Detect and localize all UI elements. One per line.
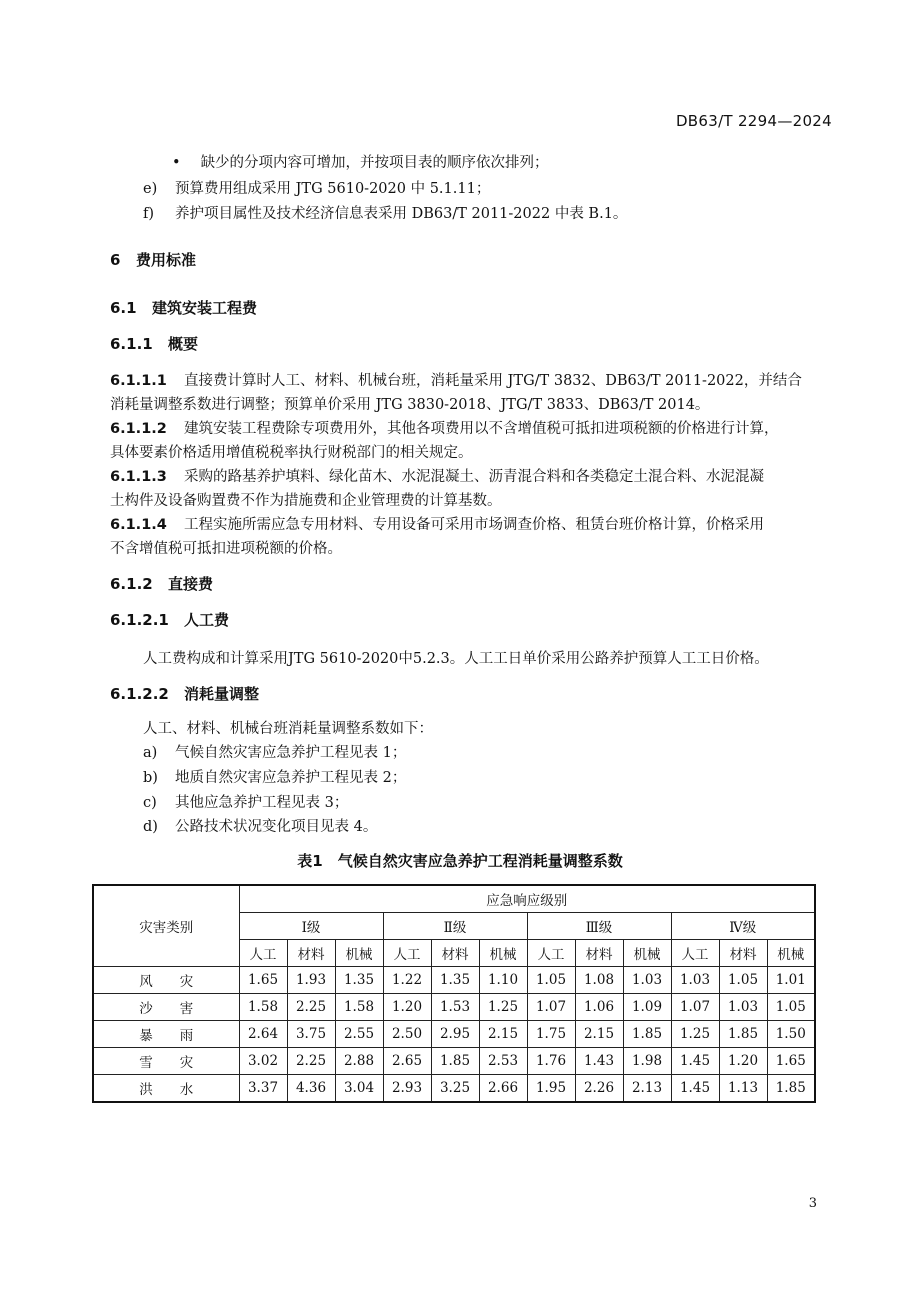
document-code: DB63/T 2294—2024 xyxy=(675,112,832,130)
section-title: 人工费 xyxy=(184,611,230,629)
table-cell: 1.09 xyxy=(623,994,671,1021)
row-label: 风 灾 xyxy=(93,967,239,994)
header-level-2: Ⅱ级 xyxy=(383,913,527,940)
table-row xyxy=(93,994,815,1021)
list-marker: e) xyxy=(143,181,158,197)
table-cell: 1.98 xyxy=(623,1048,671,1075)
section-6-1-2-2-heading xyxy=(110,683,259,704)
list-item-c xyxy=(143,791,348,812)
subheader-cell: 机械 xyxy=(623,940,671,967)
table-cell: 2.65 xyxy=(383,1048,431,1075)
table-cell: 3.25 xyxy=(431,1075,479,1103)
bullet-item xyxy=(172,151,549,172)
table-cell: 2.55 xyxy=(335,1021,383,1048)
section-6-1-1-heading xyxy=(110,333,198,354)
list-item-f xyxy=(143,202,627,223)
table-cell: 1.20 xyxy=(719,1048,767,1075)
para-6-1-1-2-line1 xyxy=(110,417,779,438)
header-level-1: Ⅰ级 xyxy=(239,913,383,940)
clause-number: 6.1.1.4 xyxy=(110,517,167,533)
table-cell: 1.25 xyxy=(479,994,527,1021)
list-item-e xyxy=(143,177,490,198)
section-title: 消耗量调整 xyxy=(184,685,260,703)
table-row xyxy=(93,1048,815,1075)
table-cell: 1.05 xyxy=(527,967,575,994)
row-label: 沙 害 xyxy=(93,994,239,1021)
row-label: 暴 雨 xyxy=(93,1021,239,1048)
table-cell: 2.88 xyxy=(335,1048,383,1075)
subheader-cell: 人工 xyxy=(671,940,719,967)
table-cell: 1.45 xyxy=(671,1075,719,1103)
table-cell: 2.53 xyxy=(479,1048,527,1075)
table-cell: 1.10 xyxy=(479,967,527,994)
table-cell: 1.75 xyxy=(527,1021,575,1048)
list-text: 地质自然灾害应急养护工程见表 2； xyxy=(175,770,407,786)
para-6-1-1-3-line1 xyxy=(110,465,764,486)
subheader-cell: 机械 xyxy=(479,940,527,967)
list-item-b xyxy=(143,766,406,787)
section-number: 6.1.1 xyxy=(110,335,153,353)
table-cell: 1.35 xyxy=(335,967,383,994)
header-level-4: Ⅳ级 xyxy=(671,913,815,940)
subheader-cell: 材料 xyxy=(431,940,479,967)
section-number: 6.1.2 xyxy=(110,575,153,593)
list-marker: c) xyxy=(143,795,157,811)
list-text: 养护项目属性及技术经济信息表采用 DB63/T 2011-2022 中表 B.1。 xyxy=(175,206,628,222)
clause-number: 6.1.1.1 xyxy=(110,373,167,389)
table-cell: 1.65 xyxy=(767,1048,815,1075)
table-cell: 1.85 xyxy=(623,1021,671,1048)
section-number: 6.1 xyxy=(110,299,137,317)
section-number: 6.1.2.1 xyxy=(110,611,169,629)
table-cell: 2.13 xyxy=(623,1075,671,1103)
subheader-cell: 人工 xyxy=(383,940,431,967)
table-cell: 2.50 xyxy=(383,1021,431,1048)
table-cell: 1.07 xyxy=(671,994,719,1021)
table-row xyxy=(93,1075,815,1103)
table-cell: 1.08 xyxy=(575,967,623,994)
para-6-1-1-4-line1 xyxy=(110,513,764,534)
table-cell: 1.03 xyxy=(719,994,767,1021)
table-cell: 1.45 xyxy=(671,1048,719,1075)
table-cell: 1.53 xyxy=(431,994,479,1021)
table-cell: 1.85 xyxy=(431,1048,479,1075)
table-cell: 1.76 xyxy=(527,1048,575,1075)
table-row xyxy=(93,967,815,994)
list-text: 其他应急养护工程见表 3； xyxy=(175,795,349,811)
table-cell: 1.43 xyxy=(575,1048,623,1075)
header-disaster-type: 灾害类别 xyxy=(93,885,239,967)
section-title: 概要 xyxy=(168,335,199,353)
bullet-text: 缺少的分项内容可增加，并按项目表的顺序依次排列； xyxy=(200,155,549,171)
table-cell: 1.22 xyxy=(383,967,431,994)
clause-text: 直接费计算时人工、材料、机械台班，消耗量采用 JTG/T 3832、DB63/T 2011-2022，并结合 xyxy=(184,373,802,389)
table-cell: 1.13 xyxy=(719,1075,767,1103)
list-marker: a) xyxy=(143,745,158,761)
table-cell: 2.66 xyxy=(479,1075,527,1103)
clause-text: 工程实施所需应急专用材料、专用设备可采用市场调查价格、租赁台班价格计算，价格采用 xyxy=(184,517,764,533)
para-6-1-1-1-line2: 消耗量调整系数进行调整；预算单价采用 JTG 3830-2018、JTG/T 3833、DB63/T 2014。 xyxy=(110,397,710,413)
bullet-dot: • xyxy=(172,155,181,171)
table-cell: 1.25 xyxy=(671,1021,719,1048)
table-cell: 3.75 xyxy=(287,1021,335,1048)
table-cell: 1.85 xyxy=(719,1021,767,1048)
section-title: 直接费 xyxy=(168,575,214,593)
table-row xyxy=(93,1021,815,1048)
table-cell: 2.25 xyxy=(287,994,335,1021)
list-marker: b) xyxy=(143,770,158,786)
list-text: 气候自然灾害应急养护工程见表 1； xyxy=(175,745,407,761)
list-marker: d) xyxy=(143,819,158,835)
table-cell: 1.05 xyxy=(767,994,815,1021)
clause-text: 建筑安装工程费除专项费用外，其他各项费用以不含增值税可抵扣进项税额的价格进行计算， xyxy=(184,421,779,437)
table-cell: 1.93 xyxy=(287,967,335,994)
section-6-heading xyxy=(110,249,196,270)
section-number: 6 xyxy=(110,251,121,269)
table-cell: 1.85 xyxy=(767,1075,815,1103)
subheader-cell: 机械 xyxy=(335,940,383,967)
header-response-level: 应急响应级别 xyxy=(239,885,815,913)
table-cell: 2.64 xyxy=(239,1021,287,1048)
table-cell: 3.37 xyxy=(239,1075,287,1103)
table-cell: 1.35 xyxy=(431,967,479,994)
row-label: 洪 水 xyxy=(93,1075,239,1103)
table-cell: 1.50 xyxy=(767,1021,815,1048)
subheader-cell: 人工 xyxy=(239,940,287,967)
section-number: 6.1.2.2 xyxy=(110,685,169,703)
table-cell: 2.95 xyxy=(431,1021,479,1048)
table-cell: 1.58 xyxy=(239,994,287,1021)
para-adjust-intro: 人工、材料、机械台班消耗量调整系数如下： xyxy=(143,721,433,737)
table-cell: 1.01 xyxy=(767,967,815,994)
table-cell: 1.03 xyxy=(671,967,719,994)
table-cell: 1.07 xyxy=(527,994,575,1021)
section-title: 建筑安装工程费 xyxy=(152,299,258,317)
table-cell: 2.25 xyxy=(287,1048,335,1075)
table-cell: 1.05 xyxy=(719,967,767,994)
subheader-cell: 机械 xyxy=(767,940,815,967)
table-cell: 1.58 xyxy=(335,994,383,1021)
table-cell: 3.04 xyxy=(335,1075,383,1103)
table-cell: 1.06 xyxy=(575,994,623,1021)
subheader-cell: 材料 xyxy=(719,940,767,967)
list-marker: f) xyxy=(143,206,155,222)
table-cell: 2.15 xyxy=(575,1021,623,1048)
table-cell: 2.15 xyxy=(479,1021,527,1048)
row-label: 雪 灾 xyxy=(93,1048,239,1075)
table-cell: 3.02 xyxy=(239,1048,287,1075)
para-6-1-1-3-line2: 土构件及设备购置费不作为措施费和企业管理费的计算基数。 xyxy=(110,493,502,509)
para-6-1-1-1-line1 xyxy=(110,369,802,390)
table-cell: 1.65 xyxy=(239,967,287,994)
list-text: 预算费用组成采用 JTG 5610-2020 中 5.1.11； xyxy=(175,181,491,197)
table-cell: 1.20 xyxy=(383,994,431,1021)
list-item-d xyxy=(143,815,377,836)
para-6-1-1-4-line2: 不含增值税可抵扣进项税额的价格。 xyxy=(110,541,342,557)
clause-text: 采购的路基养护填料、绿化苗木、水泥混凝土、沥青混合料和各类稳定土混合料、水泥混凝 xyxy=(184,469,764,485)
section-6-1-2-heading xyxy=(110,573,213,594)
list-text: 公路技术状况变化项目见表 4。 xyxy=(175,819,378,835)
subheader-cell: 材料 xyxy=(287,940,335,967)
list-item-a xyxy=(143,741,406,762)
table-caption: 表1 气候自然灾害应急养护工程消耗量调整系数 xyxy=(297,852,623,870)
table-cell: 1.03 xyxy=(623,967,671,994)
consumption-adjustment-table xyxy=(92,884,816,1103)
page-number: 3 xyxy=(808,1196,817,1211)
subheader-cell: 人工 xyxy=(527,940,575,967)
header-level-3: Ⅲ级 xyxy=(527,913,671,940)
section-6-1-2-1-heading xyxy=(110,609,229,630)
table-cell: 1.95 xyxy=(527,1075,575,1103)
para-6-1-1-2-line2: 具体要素价格适用增值税税率执行财税部门的相关规定。 xyxy=(110,445,473,461)
clause-number: 6.1.1.2 xyxy=(110,421,167,437)
clause-number: 6.1.1.3 xyxy=(110,469,167,485)
section-6-1-heading xyxy=(110,297,257,318)
subheader-cell: 材料 xyxy=(575,940,623,967)
table-cell: 2.93 xyxy=(383,1075,431,1103)
section-title: 费用标准 xyxy=(136,251,197,269)
table-cell: 4.36 xyxy=(287,1075,335,1103)
para-labor-cost: 人工费构成和计算采用JTG 5610-2020中5.2.3。人工工日单价采用公路养护预算人工工日价格。 xyxy=(143,651,769,667)
table-cell: 2.26 xyxy=(575,1075,623,1103)
